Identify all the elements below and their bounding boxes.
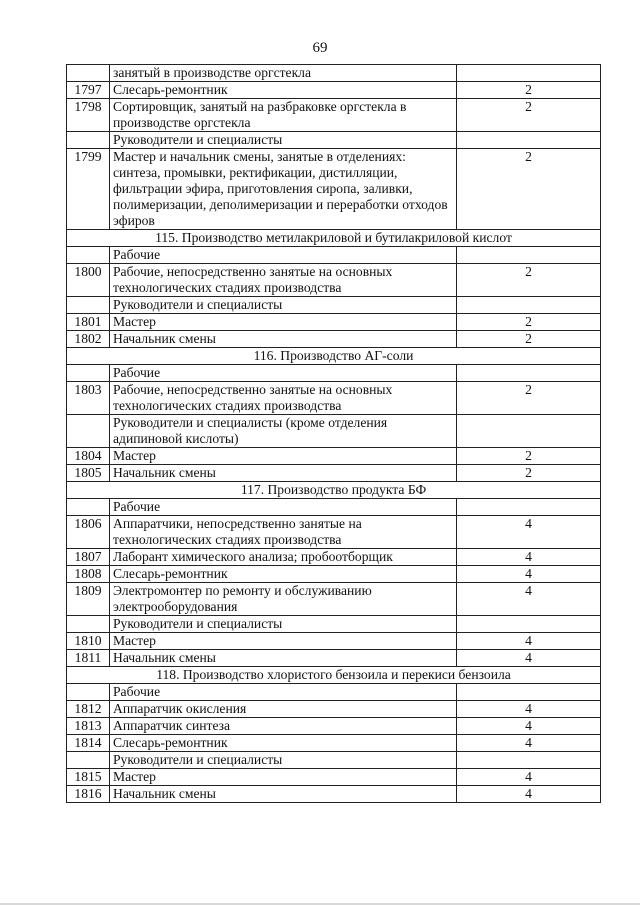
row-description: занятый в производстве оргстекла — [110, 65, 457, 82]
row-description: Мастер — [110, 314, 457, 331]
table-row — [67, 382, 601, 415]
row-number — [67, 132, 110, 149]
row-number: 1803 — [67, 382, 110, 415]
row-number: 1806 — [67, 516, 110, 549]
row-description: Мастер — [110, 633, 457, 650]
row-description: Руководители и специалисты — [110, 297, 457, 314]
table-row — [67, 701, 601, 718]
table-row — [67, 583, 601, 616]
row-value: 2 — [457, 314, 601, 331]
table-row — [67, 365, 601, 382]
row-value: 4 — [457, 701, 601, 718]
section-heading-row — [67, 667, 601, 684]
row-number: 1799 — [67, 149, 110, 230]
row-description: Руководители и специалисты (кроме отделения адипиновой кислоты) — [110, 415, 457, 448]
section-heading-row — [67, 230, 601, 247]
table-row — [67, 769, 601, 786]
table-row — [67, 566, 601, 583]
row-value: 4 — [457, 549, 601, 566]
row-number: 1809 — [67, 583, 110, 616]
row-description: Начальник смены — [110, 331, 457, 348]
row-description: Рабочие, непосредственно занятые на основных технологических стадиях производства — [110, 264, 457, 297]
row-description: Рабочие — [110, 499, 457, 516]
row-value: 2 — [457, 82, 601, 99]
table-row — [67, 247, 601, 264]
table-row — [67, 132, 601, 149]
row-value: 4 — [457, 650, 601, 667]
row-number — [67, 297, 110, 314]
table-row — [67, 297, 601, 314]
row-number: 1800 — [67, 264, 110, 297]
section-heading: 117. Производство продукта БФ — [67, 482, 601, 499]
table-row — [67, 99, 601, 132]
row-value: 4 — [457, 566, 601, 583]
row-value: 2 — [457, 465, 601, 482]
row-value: 2 — [457, 264, 601, 297]
table-row — [67, 718, 601, 735]
row-number — [67, 752, 110, 769]
row-description: Электромонтер по ремонту и обслуживанию электрооборудования — [110, 583, 457, 616]
row-value — [457, 752, 601, 769]
table-row — [67, 616, 601, 633]
table-row — [67, 735, 601, 752]
row-description: Аппаратчик окисления — [110, 701, 457, 718]
row-value: 2 — [457, 99, 601, 132]
table-row — [67, 499, 601, 516]
document-table — [66, 64, 601, 803]
row-value — [457, 415, 601, 448]
row-description: Слесарь-ремонтник — [110, 82, 457, 99]
row-value — [457, 499, 601, 516]
table-row — [67, 314, 601, 331]
row-number: 1797 — [67, 82, 110, 99]
table-row — [67, 82, 601, 99]
row-description: Рабочие — [110, 247, 457, 264]
table-row — [67, 264, 601, 297]
table-row — [67, 516, 601, 549]
row-description: Руководители и специалисты — [110, 752, 457, 769]
row-value: 2 — [457, 382, 601, 415]
document-table-body — [67, 65, 601, 803]
row-description: Аппаратчики, непосредственно занятые на технологических стадиях производства — [110, 516, 457, 549]
row-value — [457, 132, 601, 149]
table-row — [67, 415, 601, 448]
row-number — [67, 65, 110, 82]
section-heading-row — [67, 348, 601, 365]
row-value: 4 — [457, 583, 601, 616]
row-number: 1798 — [67, 99, 110, 132]
row-description: Мастер и начальник смены, занятые в отделениях: синтеза, промывки, ректификации, дистилляции, фильтрации эфира, приготовления сиропа, заливки, полимеризации, деполимеризации и переработки отходов эфиров — [110, 149, 457, 230]
row-number: 1815 — [67, 769, 110, 786]
section-heading: 116. Производство АГ-соли — [67, 348, 601, 365]
table-row — [67, 786, 601, 803]
row-description: Мастер — [110, 448, 457, 465]
table-row — [67, 633, 601, 650]
row-description: Рабочие, непосредственно занятые на основных технологических стадиях производства — [110, 382, 457, 415]
row-description: Руководители и специалисты — [110, 132, 457, 149]
row-description: Слесарь-ремонтник — [110, 735, 457, 752]
table-row — [67, 331, 601, 348]
row-number: 1814 — [67, 735, 110, 752]
row-value — [457, 247, 601, 264]
table-row — [67, 448, 601, 465]
row-description: Аппаратчик синтеза — [110, 718, 457, 735]
row-description: Начальник смены — [110, 465, 457, 482]
row-value: 2 — [457, 448, 601, 465]
row-value: 4 — [457, 633, 601, 650]
row-number: 1816 — [67, 786, 110, 803]
section-heading-row — [67, 482, 601, 499]
row-number — [67, 247, 110, 264]
row-description: Руководители и специалисты — [110, 616, 457, 633]
row-number: 1805 — [67, 465, 110, 482]
row-value: 4 — [457, 735, 601, 752]
row-description: Рабочие — [110, 365, 457, 382]
row-number — [67, 684, 110, 701]
row-number — [67, 365, 110, 382]
table-row — [67, 465, 601, 482]
row-number: 1812 — [67, 701, 110, 718]
table-row — [67, 65, 601, 82]
row-number: 1808 — [67, 566, 110, 583]
row-number — [67, 499, 110, 516]
row-number: 1810 — [67, 633, 110, 650]
row-number: 1813 — [67, 718, 110, 735]
table-row — [67, 752, 601, 769]
section-heading: 118. Производство хлористого бензоила и перекиси бензоила — [67, 667, 601, 684]
row-number: 1807 — [67, 549, 110, 566]
row-number — [67, 616, 110, 633]
row-value: 4 — [457, 516, 601, 549]
row-description: Рабочие — [110, 684, 457, 701]
row-value — [457, 297, 601, 314]
row-value — [457, 616, 601, 633]
page-number: 69 — [312, 40, 328, 56]
section-heading: 115. Производство метилакриловой и бутилакриловой кислот — [67, 230, 601, 247]
table-row — [67, 149, 601, 230]
row-description: Сортировщик, занятый на разбраковке оргстекла в производстве оргстекла — [110, 99, 457, 132]
row-number — [67, 415, 110, 448]
table-row — [67, 549, 601, 566]
row-value: 4 — [457, 769, 601, 786]
row-value — [457, 684, 601, 701]
row-description: Мастер — [110, 769, 457, 786]
row-description: Лаборант химического анализа; пробоотборщик — [110, 549, 457, 566]
row-value: 4 — [457, 786, 601, 803]
row-number: 1801 — [67, 314, 110, 331]
row-value — [457, 365, 601, 382]
row-description: Начальник смены — [110, 786, 457, 803]
row-value: 2 — [457, 149, 601, 230]
table-row — [67, 684, 601, 701]
row-value: 2 — [457, 331, 601, 348]
row-number: 1804 — [67, 448, 110, 465]
row-number: 1811 — [67, 650, 110, 667]
row-value: 4 — [457, 718, 601, 735]
row-description: Начальник смены — [110, 650, 457, 667]
table-row — [67, 650, 601, 667]
row-number: 1802 — [67, 331, 110, 348]
row-description: Слесарь-ремонтник — [110, 566, 457, 583]
row-value — [457, 65, 601, 82]
